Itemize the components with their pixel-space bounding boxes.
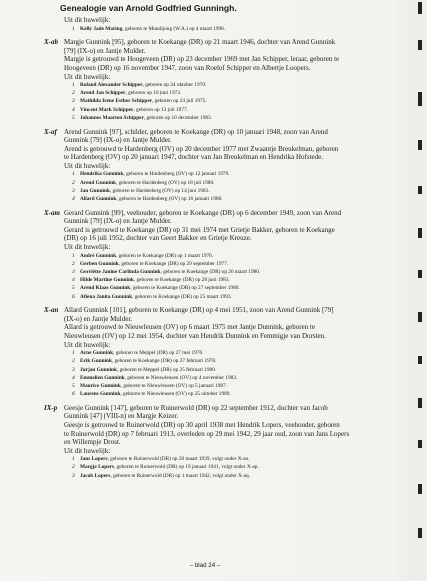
page-title: Genealogie van Arnold Godfried Gunningh. <box>60 3 237 13</box>
child-details: , geboren te Meppel (DR) op 25 februari 1980. <box>116 366 217 373</box>
child-row <box>72 81 410 89</box>
child-number: 4 <box>72 374 75 381</box>
children-list <box>64 25 410 33</box>
child-row <box>72 252 410 260</box>
binding-mark <box>418 440 422 448</box>
child-row <box>72 284 410 292</box>
child-details: , geboren te Mundijong (W.A.) op 4 maart 1998. <box>122 25 226 32</box>
child-row <box>72 374 410 382</box>
entry-ix-p <box>0 404 410 480</box>
child-row <box>72 366 410 374</box>
child-number: 2 <box>72 260 75 267</box>
entry-line: Hoogeveen (DR) op 16 november 1947, zoon van Roelof Schipper en Albertje Loopers. <box>64 63 311 72</box>
child-row <box>72 97 410 105</box>
children-list <box>64 455 410 480</box>
kids-label: Uit dit huwelijk: <box>64 161 111 170</box>
kids-label: Uit dit huwelijk: <box>64 446 111 455</box>
children-list <box>64 81 410 122</box>
child-number: 3 <box>72 187 75 194</box>
child-details: , geboren te Koekange (DR) op 27 september 1986. <box>130 285 240 292</box>
child-name: Arend Jan Schipper <box>80 90 126 97</box>
children-list <box>64 349 410 398</box>
child-number: 1 <box>72 456 75 463</box>
binding-mark <box>418 312 422 322</box>
kids-label: Uit dit huwelijk: <box>64 16 111 24</box>
entry-continuation <box>0 16 410 33</box>
child-details: , geboren op 13 juli 1977. <box>133 106 188 113</box>
child-name: Arend Gunnink <box>80 179 116 186</box>
entry-line: Margje is getrouwd te Hoogeveen (DR) op 23 december 1969 met Jan Schipper, leraar, geboren te <box>64 55 340 64</box>
child-details: , geboren op 10 december 1983. <box>143 114 212 121</box>
binding-mark <box>418 186 422 194</box>
child-name: Jans Lopers <box>80 456 108 463</box>
binding-mark <box>418 484 422 494</box>
child-row <box>72 455 410 463</box>
child-name: Roland Alexander Schipper <box>80 82 143 89</box>
child-number: 4 <box>72 106 75 113</box>
child-number: 3 <box>72 472 75 479</box>
kids-label: Uit dit huwelijk: <box>64 72 111 81</box>
child-number: 3 <box>72 366 75 373</box>
child-details: , geboren te Ruinerwold (DR) op 20 maart 1939, volgt onder X-ao. <box>107 456 250 463</box>
child-name: Gerriëtte Janine Carlinda Gunnink <box>80 268 161 275</box>
child-row <box>72 260 410 268</box>
child-row <box>72 170 410 178</box>
entry-line: Margje Gunnink [95], geboren te Koekange (DR) op 21 maart 1946, dochter van Arend Gunnink <box>64 38 336 47</box>
child-row <box>72 106 410 114</box>
child-details: , geboren te Koekange (DR) op 29 september 1977. <box>118 260 229 267</box>
kids-label: Uit dit huwelijk: <box>64 243 111 252</box>
entry-line: (DR) op 16 juli 1952, dochter van Geert Bakker en Grietje Kreuze. <box>64 234 252 243</box>
child-details: , geboren te Ruinerwold (DR) op 1 maart 1942, volgt onder X-aq. <box>110 472 250 479</box>
child-details: , geboren te Koekange (DR) op 25 maart 1993. <box>132 293 232 300</box>
child-details: , geboren te Nieuwleusen (OV) op 4 november 1983. <box>124 374 238 381</box>
entry-line: Arend Gunnink [97], schilder, geboren te Koekange (DR) op 10 januari 1948, zoon van Arend <box>64 127 328 136</box>
binding-mark <box>418 270 422 278</box>
child-name: Hendrika Gunnink <box>80 171 124 178</box>
child-row <box>72 187 410 195</box>
child-number: 4 <box>72 277 75 284</box>
child-name: Erik Gunnink <box>80 358 112 365</box>
kids-label: Uit dit huwelijk: <box>64 340 111 349</box>
child-details: , geboren op 24 juli 1975. <box>152 98 207 105</box>
child-row <box>72 390 410 398</box>
entry-line: Nieuwleusen (OV) op 12 mei 1954, dochter van Hendrik Dunnink en Femmigje van Dorsten. <box>64 332 326 341</box>
child-details: , geboren te Koekange (DR) op 26 maart 1980. <box>160 268 261 275</box>
child-number: 4 <box>72 196 75 203</box>
child-number: 1 <box>72 171 75 178</box>
children-list <box>64 170 410 203</box>
child-row <box>72 89 410 97</box>
child-number: 2 <box>72 179 75 186</box>
child-details: , geboren te Nieuwleusen (OV) op 25 oktober 1989. <box>120 391 231 398</box>
entry-x-ab <box>0 38 410 122</box>
child-name: Gerben Gunnink <box>80 260 119 267</box>
child-name: Hilde Martine Gunnink <box>80 277 134 284</box>
child-name: Arend Klaas Gunnink <box>80 285 131 292</box>
child-details: , geboren te Koekange (DR) op 27 februari 1978. <box>111 358 217 365</box>
child-number: 2 <box>72 358 75 365</box>
entry-line: Gunnink [79] (IX-o) en Jantje Mulder. <box>64 217 172 226</box>
child-row <box>72 382 410 390</box>
child-number: 1 <box>72 350 75 357</box>
child-number: 5 <box>72 114 75 121</box>
child-details: , geboren te Hardenberg (OV) op 12 januari 1979. <box>123 171 230 178</box>
child-name: Vincent Mark Schipper <box>80 106 134 113</box>
child-name: Jacob Lopers <box>80 472 111 479</box>
child-number: 3 <box>72 268 75 275</box>
child-row <box>72 179 410 187</box>
child-details: , geboren te Koekange (DR) op 1 maart 1976. <box>116 252 214 259</box>
binding-mark <box>418 528 422 538</box>
child-number: 1 <box>72 25 75 32</box>
binding-mark <box>418 398 422 408</box>
child-row <box>72 195 410 203</box>
child-details: , geboren op 24 oktober 1970. <box>142 82 207 89</box>
child-name: Allard Gunnink <box>80 196 117 203</box>
child-row <box>72 268 410 276</box>
entry-line: te Ruinerwold (DR) op 7 februari 1913, overleden op 29 mei 1942, 29 jaar oud, zoon van Jans Lopers <box>64 429 350 438</box>
entry-code: X-ab <box>44 38 58 47</box>
child-number: 6 <box>72 293 75 300</box>
entry-code: X-am <box>44 208 60 217</box>
child-number: 1 <box>72 82 75 89</box>
genealogy-content <box>0 16 410 485</box>
child-name: Kelly Jade Maring <box>80 25 123 32</box>
child-details: , geboren te Hardenberg (OV) op 16 januari 1988. <box>116 196 223 203</box>
child-number: 2 <box>72 464 75 471</box>
child-name: André Gunnink <box>80 252 117 259</box>
binding-mark <box>418 2 422 14</box>
child-details: , geboren te Hardenberg (OV) op 14 juni 1983. <box>109 187 210 194</box>
child-row <box>72 25 410 33</box>
child-row <box>72 463 410 471</box>
child-name: Laurens Gunnink <box>80 391 121 398</box>
entry-line: Gunnink [79] (IX-o) en Jantje Mulder. <box>64 136 172 145</box>
child-number: 6 <box>72 391 75 398</box>
child-row <box>72 276 410 284</box>
entry-x-af <box>0 128 410 204</box>
binding-mark <box>418 228 422 238</box>
child-row <box>72 293 410 301</box>
child-row <box>72 472 410 480</box>
entry-x-an <box>0 306 410 398</box>
child-name: Johannes Maarten Schipper <box>80 114 144 121</box>
entry-line: [79] (IX-o) en Jantje Mulder. <box>64 46 146 55</box>
child-details: , geboren te Meppel (DR) op 27 mei 1976. <box>113 350 204 357</box>
entry-line: (IX-o) en Jantje Mulder. <box>64 314 133 323</box>
child-name: Mathilda Irene Esther Schipper <box>80 98 153 105</box>
child-name: Maurice Gunnink <box>80 382 121 389</box>
binding-mark <box>418 356 422 364</box>
entry-line: te Hardenberg (OV) op 20 januari 1947, dochter van Jan Breukelman en Hendrika Hofstede. <box>64 153 323 162</box>
page-number: – blad 24 – <box>189 562 221 569</box>
entry-code: IX-p <box>44 403 58 412</box>
child-row <box>72 357 410 365</box>
child-number: 5 <box>72 382 75 389</box>
entry-line: Geesje is getrouwd te Ruinerwold (DR) op 30 april 1938 met Hendrik Lopers, veehouder, geboren <box>64 421 340 430</box>
child-number: 3 <box>72 98 75 105</box>
child-number: 5 <box>72 285 75 292</box>
entry-line: Gerard Gunnink [99], veehouder, geboren te Koekange (DR) op 6 december 1949, zoon van Arend <box>64 208 342 217</box>
entry-code: X-an <box>44 306 59 315</box>
child-name: Emmelien Gunnink <box>80 374 125 381</box>
child-details: , geboren op 10 juni 1972. <box>125 90 182 97</box>
child-name: Arne Gunnink <box>80 350 114 357</box>
binding-mark <box>418 140 422 150</box>
child-details: , geboren te Hardenberg (OV) op 18 juli 1980. <box>115 179 215 186</box>
child-details: , geboren te Koekange (DR) op 28 juni 1983. <box>133 277 230 284</box>
child-row <box>72 114 410 122</box>
entry-line: Allard Gunnink [101], geboren te Koekange (DR) op 4 mei 1951, zoon van Arend Gunnink [79] <box>64 306 334 315</box>
child-name: Jurjan Gunnink <box>80 366 117 373</box>
entry-line: Gunnink [47] (VIII-n) en Margje Keizer. <box>64 412 179 421</box>
child-name: Afiena Janita Gunnink <box>80 293 133 300</box>
child-name: Jan Gunnink <box>80 187 110 194</box>
entry-code: X-af <box>44 127 57 136</box>
entry-line: en Willempje Drost. <box>64 438 121 447</box>
binding-mark <box>418 40 422 50</box>
children-list <box>64 252 410 301</box>
child-details: , geboren te Ruinerwold (DR) op 19 januari 1941, volgt onder X-ap. <box>113 464 259 471</box>
child-row <box>72 349 410 357</box>
entry-line: Geesje Gunnink [147], geboren te Ruinerwold (DR) op 22 september 1912, dochter van Jacob <box>64 403 328 412</box>
child-name: Margje Lopers <box>80 464 114 471</box>
entry-line: Allard is getrouwd te Nieuwleusen (OV) op 6 maart 1975 met Jantje Dunnink, geboren te <box>64 323 315 332</box>
child-details: , geboren te Nieuwleusen (OV) op 5 januari 1987. <box>120 382 227 389</box>
entry-line: Arend is getrouwd te Hardenberg (OV) op 20 december 1977 met Zwaantje Breukelman, geboren <box>64 144 339 153</box>
child-number: 2 <box>72 90 75 97</box>
entry-line: Gerard is getrouwd te Koekange (DR) op 31 mei 1974 met Grietje Bakker, geboren te Koekange <box>64 225 335 234</box>
child-number: 1 <box>72 252 75 259</box>
binding-mark <box>418 92 422 106</box>
entry-x-am <box>0 209 410 301</box>
